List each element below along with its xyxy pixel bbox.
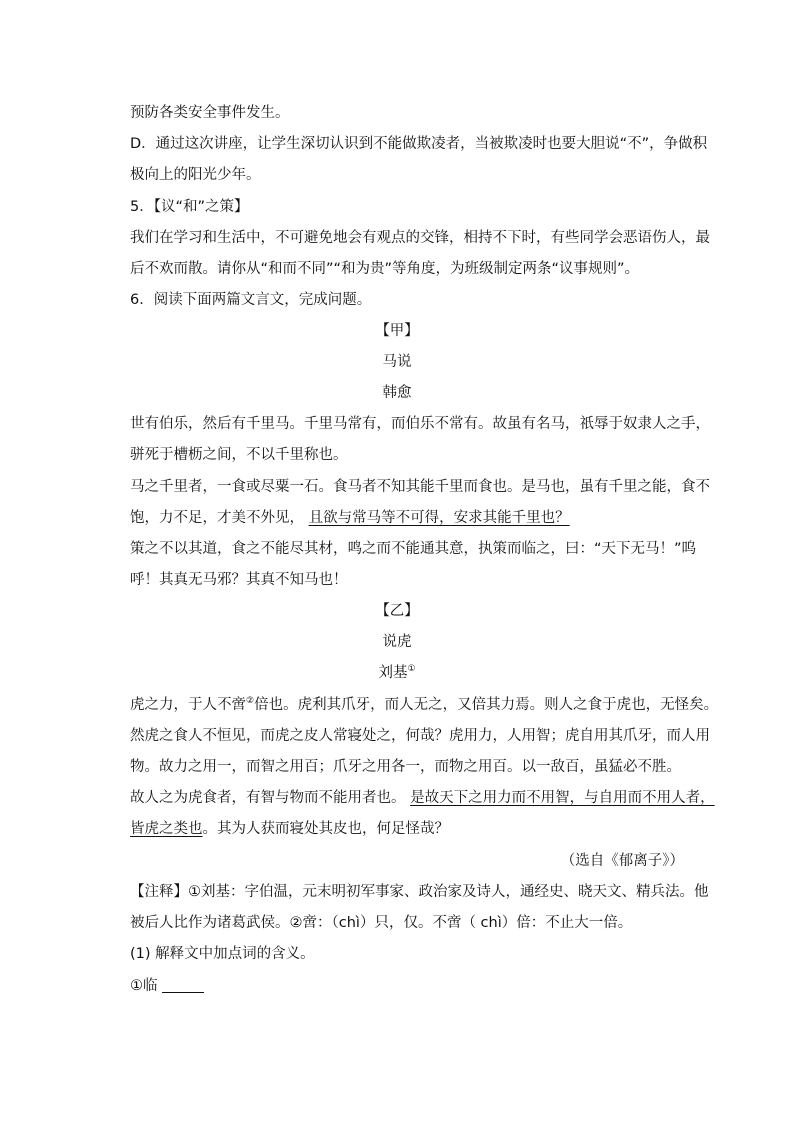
jia-paragraph-3-line-2: 呼！其真无马邪？其真不知马也！ — [130, 572, 348, 588]
text-line: 预防各类安全事件发生。 — [130, 105, 290, 121]
underlined-sentence: 且欲与常马等不可得，安求其能千里也？ — [308, 510, 570, 526]
yi-text: 虎之力，于人不啻 — [130, 697, 246, 713]
sub-question-1-item — [130, 976, 204, 996]
yi-paragraph-1-line-2: 然虎之食人不恒见，而虎之皮人常寝处之，何哉？虎用力，人用智；虎自用其爪牙，而人用 — [130, 728, 710, 744]
item-label: ①临 — [130, 978, 158, 994]
jia-paragraph-2-line-2 — [130, 508, 570, 528]
yi-text: 倍也。虎利其爪牙，而人无之，又倍其力焉。则人之食于虎也，无怪矣。 — [254, 697, 719, 713]
yi-text: 。其为人获而寝处其皮也，何足怪哉？ — [202, 821, 449, 837]
yi-paragraph-1-line-3: 物。故力之用一，而智之用百；爪牙之用各一，而物之用百。以一敌百，虽猛必不胜。 — [130, 759, 681, 775]
answer-blank[interactable] — [162, 978, 204, 993]
question-5-title: 5．【议“和”之策】 — [130, 199, 249, 215]
option-d-line-1: D．通过这次讲座，让学生深切认识到不能做欺凌者，当被欺凌时也要大胆说“不”，争做积 — [130, 136, 708, 152]
question-5-text-1: 我们在学习和生活中，不可避免地会有观点的交锋，相持不下时，有些同学会恶语伤人，最 — [130, 230, 710, 246]
jia-paragraph-2-line-1: 马之千里者，一食或尽粟一石。食马者不知其能千里而食也。是马也，虽有千里之能，食不 — [130, 479, 710, 495]
yi-paragraph-2-line-1 — [130, 788, 715, 808]
jia-text: 饱，力不足，才美不外见， — [130, 510, 304, 526]
underlined-sentence: 是故天下之用力而不用智，与自用而不用人者， — [410, 790, 715, 806]
underlined-sentence: 皆虎之类也 — [130, 821, 203, 837]
sub-question-1: (1) 解释文中加点词的含义。 — [130, 946, 315, 962]
passage-jia-author: 韩愈 — [382, 385, 412, 401]
passage-jia-label: 【甲】 — [375, 323, 419, 339]
yi-text: 故人之为虎食者，有智与物而不能用者也。 — [130, 790, 406, 806]
question-5-text-2: 后不欢而散。请你从“和而不同”“和为贵”等角度，为班级制定两条“议事规则”。 — [130, 261, 640, 277]
footnote-marker: ① — [407, 664, 416, 674]
yi-paragraph-1-line-1 — [130, 695, 718, 715]
passage-yi-title: 说虎 — [382, 634, 412, 650]
passage-jia-title: 马说 — [382, 354, 412, 370]
jia-paragraph-1-line-1: 世有伯乐，然后有千里马。千里马常有，而伯乐不常有。故虽有名马，祇辱于奴隶人之手， — [130, 416, 710, 432]
passage-yi-label: 【乙】 — [375, 603, 419, 619]
passage-yi-author — [0, 663, 794, 683]
option-d-line-2: 极向上的阳光少年。 — [130, 167, 261, 183]
source-citation: （选自《郁离子》） — [560, 853, 684, 869]
yi-paragraph-2-line-2 — [130, 819, 449, 839]
footnote-marker: ② — [246, 696, 255, 706]
annotation-line-2: 被后人比作为诸葛武侯。②啻：（chì）只，仅。不啻（ chì）倍：不止大一倍。 — [130, 915, 633, 931]
jia-paragraph-1-line-2: 骈死于槽枥之间，不以千里称也。 — [130, 447, 348, 463]
author-name: 刘基 — [378, 665, 408, 681]
jia-paragraph-3-line-1: 策之不以其道，食之不能尽其材，鸣之而不能通其意，执策而临之，曰：“天下无马！”呜 — [130, 541, 697, 557]
question-6-title: 6．阅读下面两篇文言文，完成问题。 — [130, 292, 372, 308]
annotation-line-1: 【注释】①刘基：字伯温，元末明初军事家、政治家及诗人，通经史、晓天文、精兵法。他 — [130, 884, 709, 900]
